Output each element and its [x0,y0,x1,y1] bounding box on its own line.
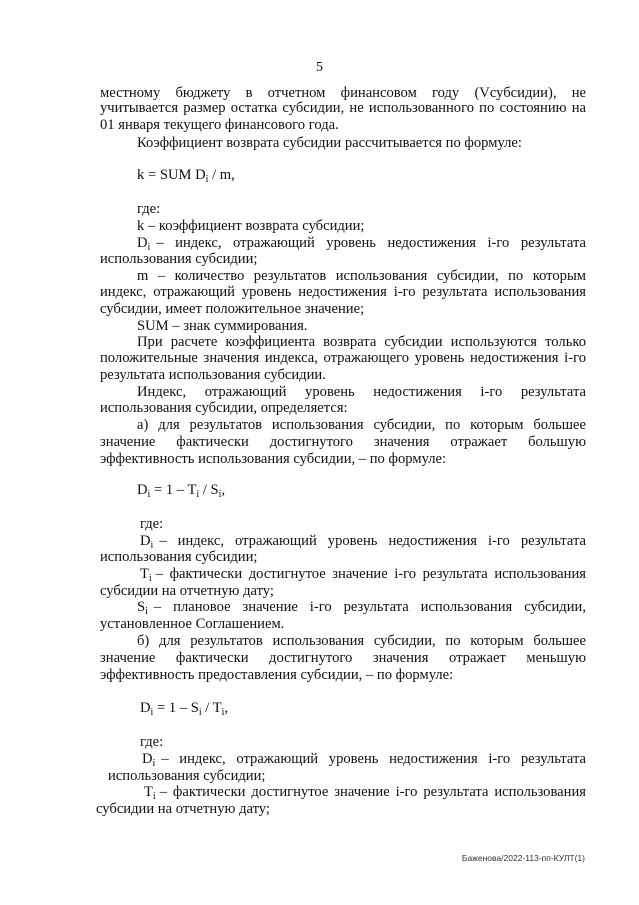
text-line: где: [140,734,164,750]
formula-d-b: $D_i = 1 - S_i / T_i$, [140,700,229,718]
text-line: учитывается размер остатка субсидии, не использованного по состоянию на [100,100,586,116]
text-line: При расчете коэффициента возврата субсидии используются только [137,334,586,350]
text-line: положительные значения индекса, отражающего уровень недостижения i-го [100,350,586,366]
text-line: местному бюджету в отчетном финансовом году (Vсубсидии), не [100,85,586,101]
text-line: где: [137,201,161,217]
definition-line: $D_i$ – индекс, отражающий уровень недостижения i-го результата [137,235,586,253]
formula-k: k = SUM $D_i$ / m, [137,167,235,185]
text-line: 01 января текущего финансового года. [100,117,339,133]
text-line: k – коэффициент возврата субсидии; [137,218,365,234]
definition-line: $T_i$ – фактически достигнутое значение i-го результата использования [144,784,586,802]
definition-line: $D_i$ – индекс, отражающий уровень недостижения i-го результата [140,533,586,551]
text-line: использования субсидии; [100,251,258,267]
text-line: использования субсидии, определяется: [100,400,348,416]
text-line: значение фактически достигнутого значения отражает большую [100,434,586,450]
definition-line: $S_i$ – плановое значение i-го результата использования субсидии, [137,599,586,617]
text-line: субсидии на отчетную дату; [100,583,274,599]
text-line: использования субсидии; [100,549,258,565]
footer-reference: Баженова/2022-113-пп-КУЛТ(1) [461,853,585,863]
formula-d-a: $D_i = 1 - T_i / S_i$, [137,482,226,500]
text-line: эффективность предоставления субсидии, – по формуле: [100,667,454,683]
text-line: б) для результатов использования субсидии, по которым большее [137,633,586,649]
text-line: Индекс, отражающий уровень недостижения i-го результата [137,384,586,400]
text-line: SUM – знак суммирования. [137,318,308,334]
page-number: 5 [316,60,323,75]
text-line: где: [140,516,164,532]
definition-line: $D_i$ – индекс, отражающий уровень недостижения i-го результата [142,751,586,769]
text-line: эффективность использования субсидии, – по формуле: [100,451,447,467]
text-line: Коэффициент возврата субсидии рассчитывается по формуле: [137,135,522,151]
text-line: субсидии на отчетную дату; [96,801,270,817]
text-line: использования субсидии; [108,768,266,784]
text-line: индекс, отражающий уровень недостижения i-го результата использования [100,284,586,300]
text-line: субсидии, имеет положительное значение; [100,301,365,317]
text-line: установленное Соглашением. [100,616,285,632]
text-line: значение фактически достигнутого значения отражает меньшую [100,650,586,666]
definition-line: $T_i$ – фактически достигнутое значение i-го результата использования [140,566,586,584]
text-line: результата использования субсидии. [100,367,326,383]
text-line: m – количество результатов использования субсидии, по которым [137,268,586,284]
text-line: а) для результатов использования субсидии, по которым большее [137,417,586,433]
